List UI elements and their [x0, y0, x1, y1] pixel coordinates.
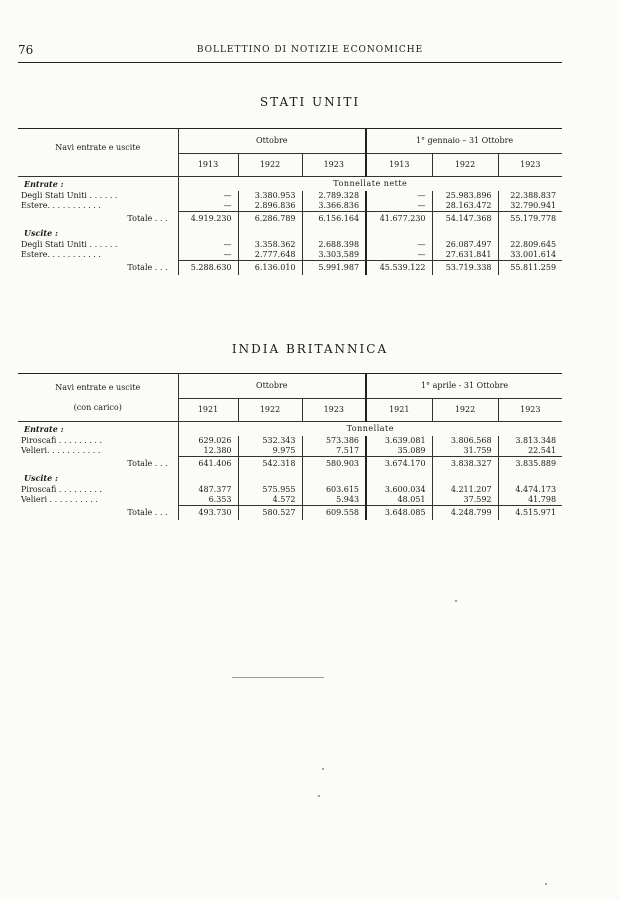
table-cell: 2.896.836	[238, 201, 302, 212]
table-cell: 3.380.953	[238, 191, 302, 201]
total-cell: 45.539.122	[366, 261, 432, 276]
section-label-row	[18, 471, 562, 485]
row-label: Degli Stati Uniti . . . . . .	[21, 240, 118, 249]
total-row	[18, 506, 562, 521]
empty-cell	[238, 226, 302, 240]
empty-cell	[366, 471, 432, 485]
empty-cell	[302, 471, 366, 485]
table-cell: 22.809.645	[498, 240, 562, 250]
header-row-groups	[18, 374, 562, 399]
total-cell: 609.558	[302, 506, 366, 521]
table-cell: —	[178, 201, 238, 212]
table-cell: —	[178, 240, 238, 250]
statistics-table	[18, 373, 562, 520]
row-label: Degli Stati Uniti . . . . . .	[21, 191, 118, 200]
total-label: Totale . . .	[127, 213, 168, 223]
group-header-right: 1° aprile - 31 Ottobre	[366, 374, 562, 399]
section-label: Entrate :	[24, 179, 64, 189]
table-cell: 532.343	[238, 436, 302, 446]
total-cell: 3.674.170	[366, 457, 432, 472]
year-header: 1923	[498, 154, 562, 177]
total-cell: 542.318	[238, 457, 302, 472]
table-row	[18, 250, 562, 261]
table-cell: 12.380	[178, 446, 238, 457]
running-title: BOLLETTINO DI NOTIZIE ECONOMICHE	[196, 45, 424, 55]
section-label: Uscite :	[24, 228, 58, 238]
year-header: 1922	[238, 399, 302, 422]
table-cell: 26.087.497	[432, 240, 498, 250]
table-cell: 35.089	[366, 446, 432, 457]
empty-cell	[302, 226, 366, 240]
section-label-row	[18, 177, 562, 192]
total-cell: 54.147.368	[432, 212, 498, 227]
table-row	[18, 436, 562, 446]
table-cell: —	[366, 240, 432, 250]
total-row	[18, 212, 562, 227]
table-cell: —	[178, 191, 238, 201]
section-label: Uscite :	[24, 473, 58, 483]
total-cell: 4.248.799	[432, 506, 498, 521]
total-row	[18, 261, 562, 276]
section-label-row	[18, 226, 562, 240]
table-cell: 3.813.348	[498, 436, 562, 446]
year-header: 1921	[178, 399, 238, 422]
print-speck	[322, 768, 324, 770]
table-cell: 573.386	[302, 436, 366, 446]
table-cell: 5.943	[302, 495, 366, 506]
total-cell: 55.811.259	[498, 261, 562, 276]
table-cell: 4.572	[238, 495, 302, 506]
print-speck	[455, 600, 457, 602]
table-cell: 3.600.034	[366, 485, 432, 495]
year-header: 1922	[238, 154, 302, 177]
total-cell: 5.991.987	[302, 261, 366, 276]
row-label: Velieri . . . . . . . . . .	[21, 495, 98, 505]
row-header-label	[18, 129, 178, 177]
total-cell: 493.730	[178, 506, 238, 521]
table-cell: 2.688.398	[302, 240, 366, 250]
table-cell: 3.806.568	[432, 436, 498, 446]
table-cell: 33.001.614	[498, 250, 562, 261]
year-header: 1922	[432, 399, 498, 422]
row-header-line-1: Navi entrate e uscite	[55, 382, 141, 392]
table-cell: 41.798	[498, 495, 562, 506]
empty-cell	[178, 226, 238, 240]
unit-label: Tonnellate nette	[178, 177, 562, 192]
table-cell: 32.790.941	[498, 201, 562, 212]
total-cell: 641.406	[178, 457, 238, 472]
section-label-row	[18, 422, 562, 437]
header-rule	[18, 62, 562, 63]
table-cell: 575.955	[238, 485, 302, 495]
group-header-left: Ottobre	[178, 374, 366, 399]
table-cell: 4.211.207	[432, 485, 498, 495]
empty-cell	[498, 226, 562, 240]
empty-cell	[178, 471, 238, 485]
total-cell: 580.527	[238, 506, 302, 521]
total-cell: 6.156.164	[302, 212, 366, 227]
row-header-line-2: (con carico)	[73, 402, 122, 412]
row-label: Estere. . . . . . . . . . .	[21, 250, 101, 260]
total-cell: 4.515.971	[498, 506, 562, 521]
empty-cell	[432, 226, 498, 240]
table-cell: 4.474.173	[498, 485, 562, 495]
table-cell: —	[178, 250, 238, 261]
table-title-stati-uniti: STATI UNITI	[259, 95, 361, 109]
total-cell: 41.677.230	[366, 212, 432, 227]
table-cell: 37.592	[432, 495, 498, 506]
table-cell: 629.026	[178, 436, 238, 446]
table-cell: —	[366, 201, 432, 212]
table-cell: 27.631.841	[432, 250, 498, 261]
row-label: Velieri. . . . . . . . . . .	[21, 446, 101, 456]
row-header-label	[18, 374, 178, 422]
table-cell: 28.163.472	[432, 201, 498, 212]
table-cell: 2.777.648	[238, 250, 302, 261]
table-cell: —	[366, 191, 432, 201]
year-header: 1922	[432, 154, 498, 177]
empty-cell	[432, 471, 498, 485]
table-row	[18, 201, 562, 212]
year-header: 1923	[302, 154, 366, 177]
table-cell: 2.789.328	[302, 191, 366, 201]
print-speck	[318, 795, 320, 797]
table-row	[18, 191, 562, 201]
table-cell: 3.366.836	[302, 201, 366, 212]
total-label: Totale . . .	[127, 262, 168, 272]
total-cell: 580.903	[302, 457, 366, 472]
row-label: Piroscafi . . . . . . . . .	[21, 436, 103, 445]
group-header-right: 1° gennaio – 31 Ottobre	[366, 129, 562, 154]
total-cell: 3.648.085	[366, 506, 432, 521]
empty-cell	[498, 471, 562, 485]
decorative-dash	[232, 677, 324, 678]
total-cell: 5.288.630	[178, 261, 238, 276]
total-cell: 3.835.889	[498, 457, 562, 472]
table-title-india-britannica: INDIA BRITANNICA	[231, 342, 389, 356]
table-cell: 603.615	[302, 485, 366, 495]
year-header: 1913	[178, 154, 238, 177]
row-header-line-1: Navi entrate e uscite	[55, 142, 141, 152]
total-cell: 3.838.327	[432, 457, 498, 472]
total-cell: 53.719.338	[432, 261, 498, 276]
total-cell: 55.179.778	[498, 212, 562, 227]
total-label: Totale . . .	[127, 507, 168, 517]
page-number: 76	[18, 43, 34, 57]
table-cell: 31.759	[432, 446, 498, 457]
table-cell: 3.358.362	[238, 240, 302, 250]
group-header-left: Ottobre	[178, 129, 366, 154]
table-cell: 487.377	[178, 485, 238, 495]
row-label: Piroscafi . . . . . . . . .	[21, 485, 103, 494]
total-label: Totale . . .	[127, 458, 168, 468]
section-label: Entrate :	[24, 424, 64, 434]
table-cell: 6.353	[178, 495, 238, 506]
row-label: Estere. . . . . . . . . . .	[21, 201, 101, 211]
table-row	[18, 485, 562, 495]
table-cell: 48.051	[366, 495, 432, 506]
table-cell: 25.983.896	[432, 191, 498, 201]
year-header: 1913	[366, 154, 432, 177]
total-cell: 4.919.230	[178, 212, 238, 227]
table-cell: 3.303.589	[302, 250, 366, 261]
total-row	[18, 457, 562, 472]
statistics-table	[18, 128, 562, 275]
table-cell: 9.975	[238, 446, 302, 457]
print-speck	[545, 883, 547, 885]
table-row	[18, 446, 562, 457]
header-row-groups	[18, 129, 562, 154]
empty-cell	[238, 471, 302, 485]
unit-label: Tonnellate	[178, 422, 562, 437]
year-header: 1923	[302, 399, 366, 422]
table-cell: 22.541	[498, 446, 562, 457]
table-cell: 7.517	[302, 446, 366, 457]
total-cell: 6.136.010	[238, 261, 302, 276]
total-cell: 6.286.789	[238, 212, 302, 227]
table-cell: 22.388.837	[498, 191, 562, 201]
table-row	[18, 495, 562, 506]
year-header: 1921	[366, 399, 432, 422]
empty-cell	[366, 226, 432, 240]
table-row	[18, 240, 562, 250]
table-cell: —	[366, 250, 432, 261]
table-cell: 3.639.081	[366, 436, 432, 446]
year-header: 1923	[498, 399, 562, 422]
